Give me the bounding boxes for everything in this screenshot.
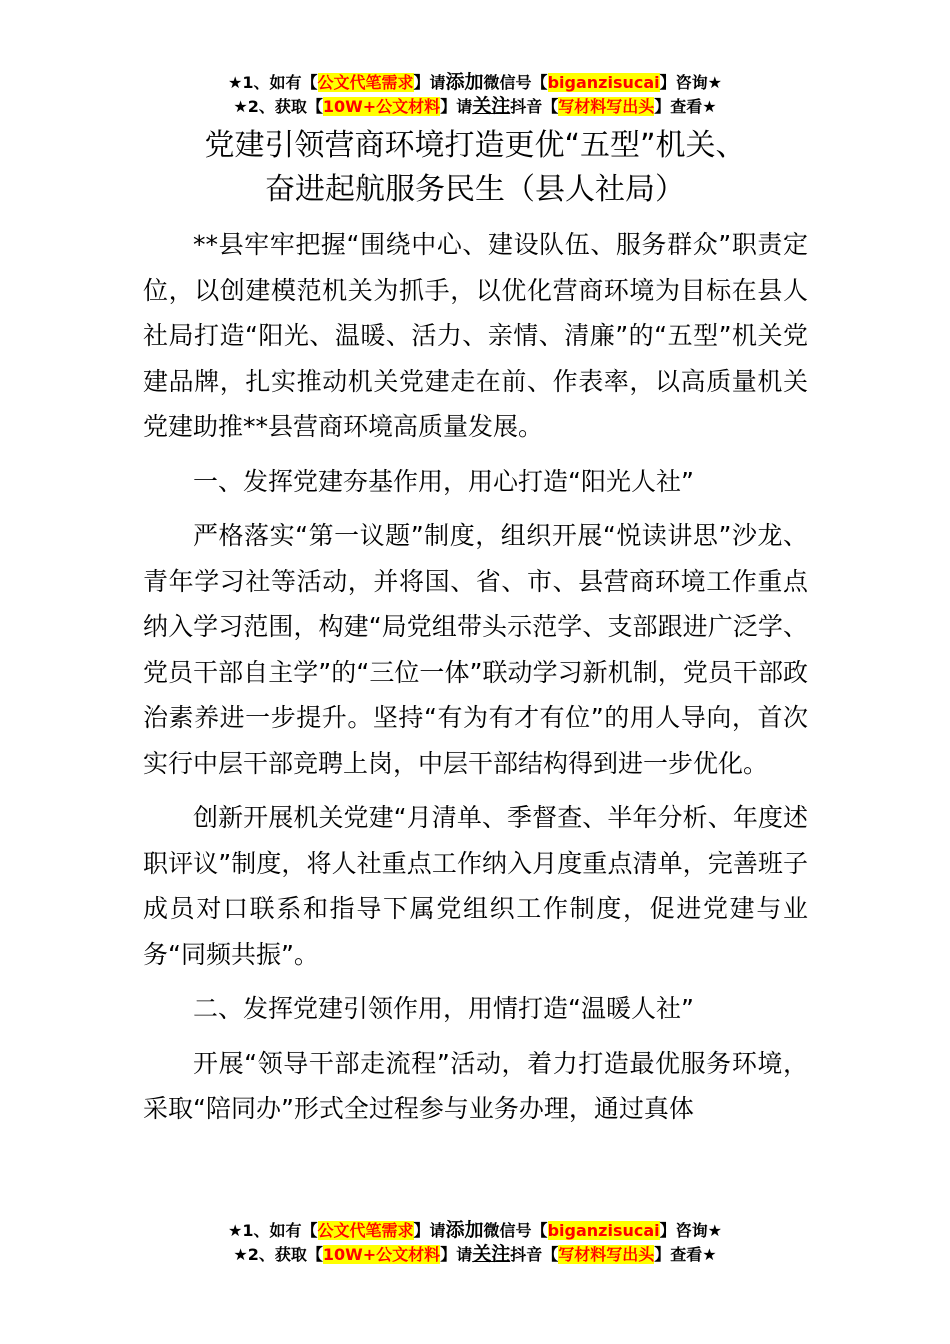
banner-text: 抖音【 — [510, 97, 559, 116]
title-line-2: 奋进起航服务民生（县人社局） — [265, 172, 685, 207]
banner-text: ★1、如有【 — [228, 1221, 318, 1240]
banner-text: 】请 — [440, 97, 473, 116]
banner-text: ★1、如有【 — [228, 73, 318, 92]
document-body — [143, 222, 808, 1141]
banner-highlight: 公文代笔需求 — [317, 1221, 414, 1240]
body-paragraph: 严格落实“第一议题”制度，组织开展“悦读讲思”沙龙、青年学习社等活动，并将国、省、市、县营商环境工作重点纳入学习范围，构建“局党组带头示范学、支部跟进广泛学、党员干部自主学”的“三位一体”联动学习新机制，党员干部政治素养进一步提升。坚持“有为有才有位”的用人导向，首次实行中层干部竞聘上岗，中层干部结构得到进一步优化。 — [143, 521, 808, 778]
banner-line-1 — [0, 1218, 950, 1242]
banner-highlight-wechat-id: biganzisucai — [547, 1221, 660, 1240]
banner-highlight-douyin: 写材料写出头 — [558, 1245, 655, 1264]
banner-emphasis: 添加 — [445, 71, 484, 93]
banner-text: 】请 — [413, 1221, 446, 1240]
banner-highlight: 10W+公文材料 — [322, 1245, 441, 1264]
banner-emphasis: 添加 — [445, 1219, 484, 1241]
banner-text: 抖音【 — [510, 1245, 559, 1264]
footer-banner — [0, 1218, 950, 1266]
banner-line-1 — [0, 70, 950, 94]
section-heading-1: 一、发挥党建夯基作用，用心打造“阳光人社” — [193, 466, 694, 496]
title-line-1: 党建引领营商环境打造更优“五型”机关、 — [204, 128, 746, 163]
banner-line-2 — [0, 1242, 950, 1266]
banner-text: 微信号【 — [483, 73, 548, 92]
body-paragraph: 开展“领导干部走流程”活动，着力打造最优服务环境，采取“陪同办”形式全过程参与业务办理，通过真体 — [143, 1048, 808, 1123]
banner-emphasis: 关注 — [472, 95, 511, 117]
banner-text: 】查看★ — [654, 97, 717, 116]
section-heading-2: 二、发挥党建引领作用，用情打造“温暖人社” — [193, 994, 694, 1023]
banner-line-2 — [0, 94, 950, 118]
header-banner — [0, 70, 950, 118]
banner-text: 】请 — [413, 73, 446, 92]
banner-text: 】查看★ — [654, 1245, 717, 1264]
banner-emphasis: 关注 — [472, 1243, 511, 1265]
banner-text: ★2、获取【 — [233, 97, 323, 116]
banner-text: 】咨询★ — [659, 73, 722, 92]
banner-text: ★2、获取【 — [233, 1245, 323, 1264]
banner-highlight-douyin: 写材料写出头 — [558, 97, 655, 116]
banner-highlight: 公文代笔需求 — [317, 73, 414, 92]
banner-highlight-wechat-id: biganzisucai — [547, 73, 660, 92]
body-paragraph: 创新开展机关党建“月清单、季督查、半年分析、年度述职评议”制度，将人社重点工作纳入月度重点清单，完善班子成员对口联系和指导下属党组织工作制度，促进党建与业务“同频共振”。 — [143, 803, 808, 969]
document-title — [60, 124, 890, 212]
intro-paragraph: **县牢牢把握“围绕中心、建设队伍、服务群众”职责定位，以创建模范机关为抓手，以优化营商环境为目标在县人社局打造“阳光、温暖、活力、亲情、清廉”的“五型”机关党建品牌，扎实推动机关党建走在前、作表率，以高质量机关党建助推**县营商环境高质量发展。 — [143, 230, 808, 441]
banner-text: 微信号【 — [483, 1221, 548, 1240]
banner-text: 】咨询★ — [659, 1221, 722, 1240]
banner-text: 】请 — [440, 1245, 473, 1264]
banner-highlight: 10W+公文材料 — [322, 97, 441, 116]
